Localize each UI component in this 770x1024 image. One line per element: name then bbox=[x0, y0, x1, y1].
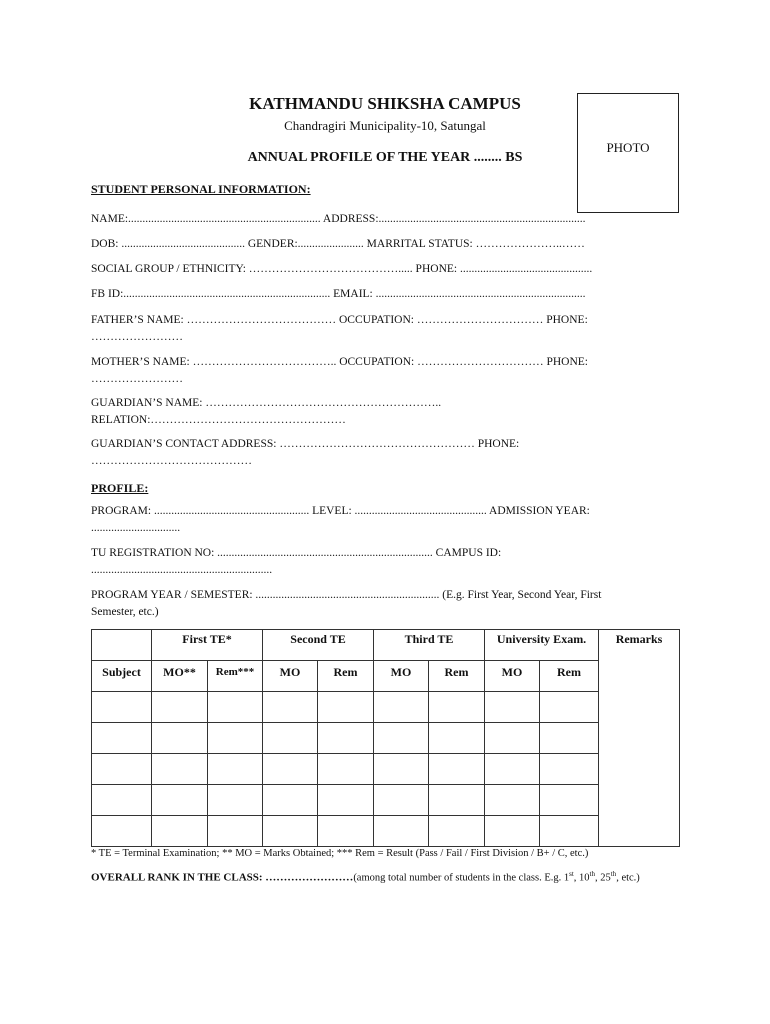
field-program-level: PROGRAM: ...................................................... LEVEL: .............................................. ADMISSION YEAR: bbox=[91, 505, 590, 517]
table-cell[interactable] bbox=[152, 785, 208, 816]
table-row bbox=[92, 692, 680, 723]
table-cell[interactable] bbox=[263, 754, 318, 785]
table-cell[interactable] bbox=[208, 723, 263, 754]
header-second-te: Second TE bbox=[263, 630, 374, 661]
table-cell[interactable] bbox=[374, 692, 429, 723]
table-cell[interactable] bbox=[318, 785, 374, 816]
table-cell[interactable] bbox=[208, 692, 263, 723]
subheader-rem: Rem bbox=[540, 661, 599, 692]
subheader-mo: MO bbox=[263, 661, 318, 692]
table-cell[interactable] bbox=[374, 816, 429, 847]
field-program-year-cont: Semester, etc.) bbox=[91, 606, 159, 618]
table-cell[interactable] bbox=[152, 723, 208, 754]
table-cell[interactable] bbox=[92, 816, 152, 847]
table-cell[interactable] bbox=[92, 723, 152, 754]
field-father-phone: …………………… bbox=[91, 331, 183, 343]
field-dob-gender: DOB: ........................................... GENDER:....................... MARRITAL STATUS: …………………..…… bbox=[91, 238, 585, 250]
rank-note-start: (among total number of students in the class. E.g. 1 bbox=[353, 872, 570, 884]
field-campus-id: ............................................................... bbox=[91, 564, 273, 576]
table-cell[interactable] bbox=[374, 785, 429, 816]
field-relation: RELATION:…………………………………………… bbox=[91, 414, 346, 426]
table-cell[interactable] bbox=[540, 723, 599, 754]
table-cell[interactable] bbox=[485, 692, 540, 723]
photo-box bbox=[577, 93, 679, 213]
table-cell[interactable] bbox=[208, 785, 263, 816]
field-father: FATHER’S NAME: ………………………………… OCCUPATION: …………………………… PHONE: bbox=[91, 314, 588, 326]
table-cell[interactable] bbox=[92, 692, 152, 723]
table-cell[interactable] bbox=[429, 816, 485, 847]
table-cell[interactable] bbox=[263, 692, 318, 723]
table-cell[interactable] bbox=[429, 785, 485, 816]
table-cell[interactable] bbox=[263, 816, 318, 847]
table-cell[interactable] bbox=[208, 754, 263, 785]
field-mother: MOTHER’S NAME: ……………………………….. OCCUPATION: …………………………… PHONE: bbox=[91, 356, 588, 368]
table-cell[interactable] bbox=[318, 692, 374, 723]
table-cell[interactable] bbox=[208, 816, 263, 847]
table-cell[interactable] bbox=[263, 785, 318, 816]
table-cell[interactable] bbox=[485, 816, 540, 847]
table-cell[interactable] bbox=[485, 754, 540, 785]
table-cell[interactable] bbox=[152, 754, 208, 785]
table-footnote: * TE = Terminal Examination; ** MO = Marks Obtained; *** Rem = Result (Pass / Fail / First Division / B+ / C, etc.) bbox=[91, 848, 589, 859]
field-guardian-phone: …………………………………… bbox=[91, 455, 252, 467]
field-mother-phone: …………………… bbox=[91, 373, 183, 385]
rank-sep-1: , 10 bbox=[573, 872, 590, 884]
rank-sup-3: th bbox=[610, 870, 617, 878]
field-fb-email: FB ID:........................................................................ EMAIL: ......................................................................... bbox=[91, 288, 586, 300]
overall-rank-line bbox=[91, 870, 640, 884]
subheader-mo: MO bbox=[374, 661, 429, 692]
field-program-year: PROGRAM YEAR / SEMESTER: ................................................................ (E.g. First Year, Second Year, First bbox=[91, 589, 602, 601]
field-ethnicity-phone: SOCIAL GROUP / ETHNICITY: …………………………………..... PHONE: .............................................. bbox=[91, 263, 593, 275]
table-cell[interactable] bbox=[485, 723, 540, 754]
rank-sup-2: th bbox=[589, 870, 595, 878]
rank-note-end: , etc.) bbox=[616, 872, 640, 884]
table-cell[interactable] bbox=[374, 723, 429, 754]
table-cell[interactable] bbox=[318, 816, 374, 847]
marks-table bbox=[91, 629, 680, 847]
table-row bbox=[92, 816, 680, 847]
table-cell[interactable] bbox=[540, 785, 599, 816]
header-university-exam: University Exam. bbox=[485, 630, 599, 661]
table-cell[interactable] bbox=[318, 754, 374, 785]
header-subject: Subject bbox=[92, 661, 152, 692]
rank-sup-1: st bbox=[569, 870, 574, 878]
header-remarks: Remarks bbox=[599, 630, 680, 847]
field-guardian-name: GUARDIAN’S NAME: …………………………………………………….. bbox=[91, 397, 442, 409]
table-cell[interactable] bbox=[374, 754, 429, 785]
header-first-te: First TE* bbox=[152, 630, 263, 661]
personal-info-heading: STUDENT PERSONAL INFORMATION: bbox=[91, 182, 311, 196]
table-cell[interactable] bbox=[318, 723, 374, 754]
field-name-address: NAME:................................................................... ADDRESS:........................................................................ bbox=[91, 213, 586, 225]
profile-heading: PROFILE: bbox=[91, 481, 149, 495]
field-admission-year: ............................... bbox=[91, 522, 181, 534]
table-cell[interactable] bbox=[540, 692, 599, 723]
table-cell[interactable] bbox=[92, 754, 152, 785]
photo-label: PHOTO bbox=[606, 140, 650, 155]
table-cell[interactable] bbox=[429, 754, 485, 785]
table-cell[interactable] bbox=[540, 754, 599, 785]
subheader-mo: MO bbox=[485, 661, 540, 692]
field-tu-registration: TU REGISTRATION NO: ........................................................................... CAMPUS ID: bbox=[91, 547, 502, 559]
table-cell[interactable] bbox=[429, 723, 485, 754]
campus-address: Chandragiri Municipality-10, Satungal bbox=[284, 118, 486, 133]
rank-sep-2: , 25 bbox=[594, 872, 611, 884]
subheader-rem: Rem bbox=[318, 661, 374, 692]
table-cell[interactable] bbox=[263, 723, 318, 754]
table-cell[interactable] bbox=[152, 692, 208, 723]
table-corner-cell bbox=[92, 630, 152, 661]
table-cell[interactable] bbox=[429, 692, 485, 723]
table-row bbox=[92, 785, 680, 816]
form-title: ANNUAL PROFILE OF THE YEAR ........ BS bbox=[247, 150, 523, 165]
table-row bbox=[92, 723, 680, 754]
table-cell[interactable] bbox=[540, 816, 599, 847]
campus-title: KATHMANDU SHIKSHA CAMPUS bbox=[249, 94, 521, 113]
overall-rank-label: OVERALL RANK IN THE CLASS: …………………… bbox=[91, 871, 354, 884]
field-guardian-address: GUARDIAN’S CONTACT ADDRESS: …………………………………………… PHONE: bbox=[91, 438, 520, 450]
table-cell[interactable] bbox=[152, 816, 208, 847]
table-cell[interactable] bbox=[92, 785, 152, 816]
subheader-rem: Rem*** bbox=[208, 661, 263, 692]
table-row bbox=[92, 754, 680, 785]
header-third-te: Third TE bbox=[374, 630, 485, 661]
subheader-mo: MO** bbox=[152, 661, 208, 692]
table-cell[interactable] bbox=[485, 785, 540, 816]
subheader-rem: Rem bbox=[429, 661, 485, 692]
